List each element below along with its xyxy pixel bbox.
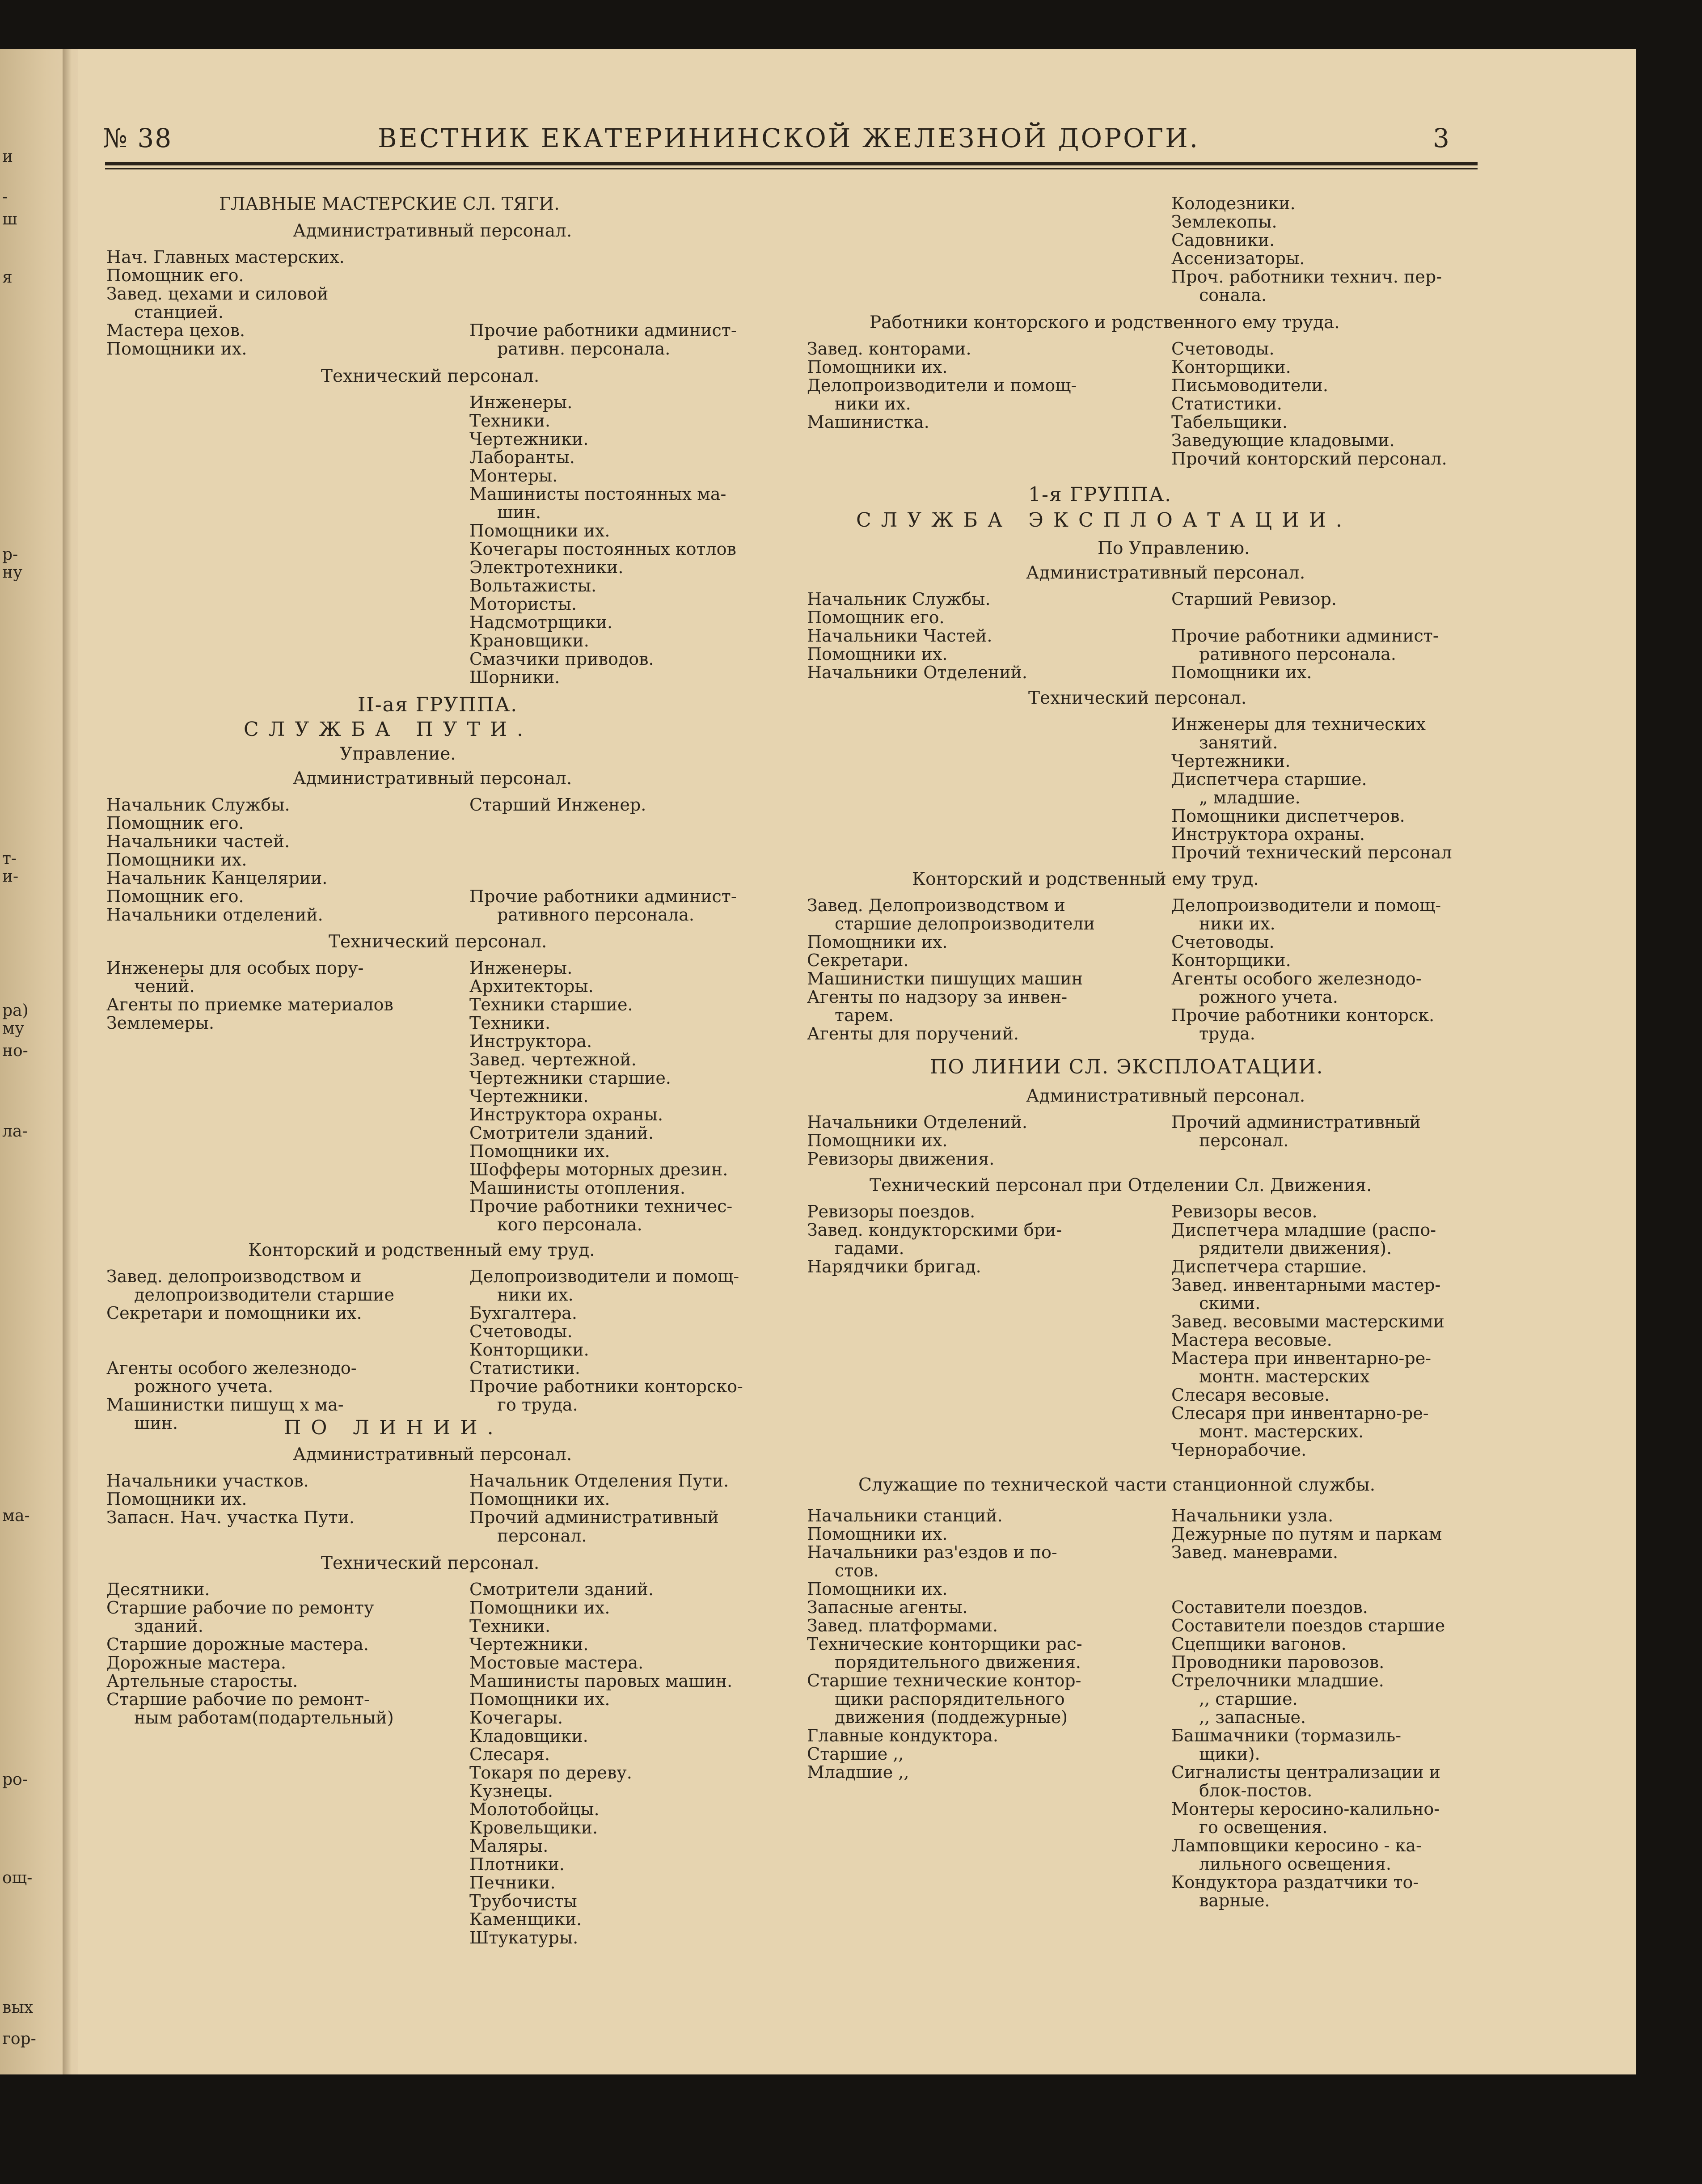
gutter-fragment: му — [2, 1019, 25, 1038]
text-line: рядители движения). — [1199, 1238, 1392, 1258]
text-line: Крановщики. — [469, 631, 589, 651]
text-line: Начальники участков. — [106, 1471, 309, 1491]
text-line: Маляры. — [469, 1836, 549, 1856]
section-heading: Технический персонал. — [321, 1553, 540, 1573]
text-line: Помощники их. — [807, 1579, 948, 1599]
text-line: Табельщики. — [1171, 412, 1288, 432]
gutter-fragment: - — [2, 188, 8, 206]
text-line: Прочие работники админист- — [469, 887, 737, 906]
text-line: Нарядчики бригад. — [807, 1257, 981, 1276]
text-line: Плотники. — [469, 1854, 565, 1874]
text-line: Чертежники. — [1171, 751, 1291, 771]
text-line: зданий. — [134, 1616, 203, 1636]
text-line: Машинистки пишущих машин — [807, 969, 1083, 989]
text-line: Составители поездов. — [1171, 1597, 1368, 1617]
text-line: Старшие дорожные мастера. — [106, 1635, 369, 1654]
text-line: Помощники их. — [807, 1131, 948, 1150]
text-line: Помощники их. — [469, 1690, 610, 1709]
section-heading: Технический персонал. — [329, 932, 547, 952]
text-line: Печники. — [469, 1873, 556, 1893]
text-line: Башмачники (тормазиль- — [1171, 1726, 1402, 1745]
text-line: Машинисты постоянных ма- — [469, 484, 726, 504]
text-line: Машинисты отопления. — [469, 1178, 685, 1198]
text-line: Начальники станций. — [807, 1506, 1003, 1525]
text-line: Агенты по приемке материалов — [106, 995, 393, 1014]
section-heading: Технический персонал. — [1028, 688, 1247, 708]
section-heading: Административный персонал. — [293, 221, 572, 241]
text-line: Мастера при инвентарно-ре- — [1171, 1348, 1432, 1368]
text-line: Ассенизаторы. — [1171, 249, 1305, 268]
text-line: Завед. платформами. — [807, 1616, 998, 1635]
section-heading: Управление. — [340, 744, 456, 764]
text-line: персонал. — [1199, 1131, 1289, 1150]
text-line: Секретари и помощники их. — [106, 1303, 362, 1323]
section-heading: СЛУЖБА ЭКСПЛОАТАЦИИ. — [856, 509, 1352, 532]
text-line: Старшие ,, — [807, 1744, 904, 1764]
gutter-fragment: и — [2, 148, 13, 166]
section-heading: СЛУЖБА ПУТИ. — [244, 718, 533, 741]
text-line: Счетоводы. — [469, 1322, 573, 1341]
text-line: Начальники Отделений. — [807, 663, 1027, 682]
text-line: Смазчики приводов. — [469, 649, 654, 669]
text-line: скими. — [1199, 1293, 1261, 1313]
gutter-fragment: ну — [2, 563, 23, 582]
section-heading: Конторский и родственный ему труд. — [248, 1240, 595, 1260]
text-line: Прочий технический персонал — [1171, 843, 1452, 862]
text-line: Машинистка. — [807, 412, 929, 432]
text-line: труда. — [1199, 1024, 1255, 1043]
text-line: ,, запасные. — [1199, 1707, 1306, 1727]
text-line: Запасн. Нач. участка Пути. — [106, 1508, 355, 1527]
text-line: Начальники раз'ездов и по- — [807, 1542, 1057, 1562]
text-line: Сцепщики вагонов. — [1171, 1634, 1347, 1654]
text-line: сонала. — [1199, 285, 1267, 305]
text-line: Прочие работники админист- — [1171, 626, 1439, 646]
text-line: „ младшие. — [1199, 788, 1301, 807]
text-line: стов. — [835, 1561, 879, 1580]
text-line: Помощники их. — [469, 521, 610, 541]
text-line: лильного освещения. — [1199, 1854, 1391, 1874]
text-line: Начальник Службы. — [807, 589, 991, 609]
text-line: Чертежники. — [469, 1635, 589, 1654]
text-line: Лаборанты. — [469, 448, 575, 467]
text-line: Помощник его. — [106, 266, 244, 285]
text-line: Старший Ревизор. — [1171, 589, 1337, 609]
text-line: Старшие рабочие по ремонт- — [106, 1690, 370, 1709]
text-line: Помощники их. — [469, 1598, 610, 1618]
text-line: Ревизоры движения. — [807, 1149, 995, 1169]
text-line: старшие делопроизводители — [835, 914, 1095, 934]
gutter-fragment: ра) — [2, 1001, 29, 1020]
text-line: Землекопы. — [1171, 212, 1277, 232]
text-line: Слесаря. — [469, 1745, 550, 1764]
text-line: Ревизоры поездов. — [807, 1202, 976, 1221]
text-line: Десятники. — [106, 1580, 210, 1599]
text-line: Старший Инженер. — [469, 795, 646, 815]
text-line: Электротехники. — [469, 558, 624, 577]
text-line: Инструктора охраны. — [469, 1105, 663, 1124]
text-line: Инженеры. — [469, 393, 573, 412]
text-line: Счетоводы. — [1171, 339, 1275, 359]
text-line: Инженеры для особых пору- — [106, 958, 364, 978]
text-line: Счетоводы. — [1171, 932, 1275, 952]
text-line: го труда. — [497, 1395, 578, 1415]
text-line: Младшие ,, — [807, 1762, 909, 1782]
text-line: Штукатуры. — [469, 1928, 579, 1947]
text-line: рожного учета. — [134, 1377, 273, 1396]
text-line: Помощники их. — [807, 932, 948, 952]
text-line: Помощники их. — [1171, 663, 1312, 682]
text-line: Начальники отделений. — [106, 905, 323, 925]
header-rule-thin — [105, 168, 1478, 169]
text-line: ративн. персонала. — [497, 339, 671, 359]
text-line: Составители поездов старшие — [1171, 1616, 1445, 1635]
text-line: Письмоводители. — [1171, 376, 1328, 395]
text-line: Слесаря при инвентарно-ре- — [1171, 1403, 1429, 1423]
text-line: Токаря по дереву. — [469, 1763, 632, 1783]
text-line: Прочие работники техничес- — [469, 1196, 733, 1216]
text-line: Завед. Делопроизводством и — [807, 896, 1065, 915]
text-line: Агенты по надзору за инвен- — [807, 987, 1068, 1007]
text-line: Шофферы моторных дрезин. — [469, 1160, 728, 1179]
text-line: Диспетчера младшие (распо- — [1171, 1220, 1436, 1240]
text-line: Конторщики. — [469, 1340, 589, 1360]
text-line: Чертежники. — [469, 1086, 589, 1106]
page-number: 3 — [1433, 123, 1450, 153]
text-line: Запасные агенты. — [807, 1597, 968, 1617]
text-line: Прочие работники конторско- — [469, 1377, 743, 1396]
text-line: Статистики. — [1171, 394, 1282, 414]
gutter-fragment: гор- — [2, 2030, 36, 2048]
text-line: Инструктора охраны. — [1171, 824, 1365, 844]
text-line: рожного учета. — [1199, 987, 1338, 1007]
section-heading: ПО ЛИНИИ. — [284, 1416, 503, 1439]
gutter-fragment: т- — [2, 849, 17, 868]
text-line: Садовники. — [1171, 230, 1275, 250]
text-line: Бухгалтера. — [469, 1303, 577, 1323]
text-line: Техники. — [469, 1616, 551, 1636]
text-line: Инженеры. — [469, 958, 573, 978]
text-line: Ревизоры весов. — [1171, 1202, 1318, 1221]
text-line: Прочий конторский персонал. — [1171, 449, 1447, 469]
text-line: Помощники их. — [807, 1524, 948, 1544]
text-line: Помощник его. — [106, 813, 244, 833]
text-line: Помощники их. — [469, 1489, 610, 1509]
text-line: Прочий административный — [469, 1508, 719, 1527]
text-line: Проч. работники технич. пер- — [1171, 267, 1442, 287]
section-heading: Технический персонал. — [321, 366, 540, 386]
text-line: Колодезники. — [1171, 194, 1296, 213]
section-heading: По Управлению. — [1098, 538, 1250, 558]
text-line: Помощник его. — [106, 887, 244, 906]
text-line: Помощники их. — [106, 850, 247, 870]
gutter-fragment: р- — [2, 545, 18, 564]
section-heading: 1-я ГРУППА. — [1028, 483, 1172, 506]
gutter-fragment: ла- — [2, 1122, 28, 1141]
text-line: ным работам(подартельный) — [134, 1708, 394, 1728]
section-heading: Работники конторского и родственного ему труда. — [870, 313, 1340, 333]
text-line: Прочий административный — [1171, 1112, 1421, 1132]
header-rule — [105, 162, 1478, 165]
text-line: Трубочисты — [469, 1891, 577, 1911]
text-line: Кондуктора раздатчики то- — [1171, 1872, 1419, 1892]
text-line: кого персонала. — [497, 1215, 642, 1234]
section-heading: II-ая ГРУППА. — [358, 693, 518, 716]
text-line: Надсмотрщики. — [469, 613, 613, 632]
text-line: Кочегары постоянных котлов — [469, 539, 736, 559]
text-line: Помощник его. — [807, 608, 945, 627]
gutter-fragment: вых — [2, 1998, 34, 2017]
text-line: Диспетчера старшие. — [1171, 1257, 1367, 1276]
text-line: Главные кондуктора. — [807, 1726, 998, 1745]
text-line: щики). — [1199, 1744, 1260, 1764]
text-line: Завед. делопроизводством и — [106, 1267, 362, 1286]
text-line: делопроизводители старшие — [134, 1285, 394, 1305]
section-heading: Служащие по технической части станционной службы. — [858, 1475, 1376, 1495]
section-heading: ПО ЛИНИИ СЛ. ЭКСПЛОАТАЦИИ. — [930, 1056, 1324, 1078]
text-line: Помощники их. — [106, 339, 247, 359]
text-line: ники их. — [1199, 914, 1275, 934]
text-line: Техники старшие. — [469, 995, 633, 1014]
text-line: ники их. — [835, 394, 911, 414]
text-line: Сигналисты централизации и — [1171, 1762, 1440, 1782]
section-heading: Административный персонал. — [1026, 1086, 1305, 1106]
section-heading: Административный персонал. — [1026, 563, 1305, 583]
text-line: Машинистки пишущ х ма- — [106, 1395, 344, 1415]
text-line: Конторщики. — [1171, 950, 1291, 970]
text-line: Кочегары. — [469, 1708, 563, 1728]
text-line: Начальники частей. — [106, 832, 290, 851]
text-line: Технические конторщики рас- — [807, 1634, 1082, 1654]
text-line: Заведующие кладовыми. — [1171, 431, 1395, 450]
text-line: Землемеры. — [106, 1013, 215, 1033]
binding-shadow — [63, 49, 72, 2074]
text-line: персонал. — [497, 1526, 587, 1546]
text-line: Дорожные мастера. — [106, 1653, 287, 1673]
text-line: Помощники их. — [807, 357, 948, 377]
text-line: занятий. — [1199, 733, 1278, 752]
issue-number: № 38 — [103, 123, 173, 153]
text-line: Мастера цехов. — [106, 321, 245, 340]
text-line: тарем. — [835, 1005, 894, 1025]
section-heading: ГЛАВНЫЕ МАСТЕРСКИЕ СЛ. ТЯГИ. — [219, 194, 560, 214]
section-heading: Административный персонал. — [293, 1445, 572, 1465]
text-line: Завед. кондукторскими бри- — [807, 1220, 1062, 1240]
text-line: Машинисты паровых машин. — [469, 1671, 733, 1691]
text-line: Инженеры для технических — [1171, 714, 1426, 734]
text-line: Завед. инвентарными мастер- — [1171, 1275, 1441, 1295]
text-line: Прочие работники админист- — [469, 321, 737, 340]
text-line: Мотористы. — [469, 594, 577, 614]
gutter-fragment: ма- — [2, 1507, 30, 1525]
text-line: ративного персонала. — [1199, 644, 1396, 664]
newspaper-page — [0, 49, 1636, 2074]
text-line: Чертежники старшие. — [469, 1068, 671, 1088]
text-line: Мастера весовые. — [1171, 1330, 1332, 1350]
text-line: Стрелочники младшие. — [1171, 1671, 1384, 1690]
text-line: ративного персонала. — [497, 905, 694, 925]
text-line: Завед. чертежной. — [469, 1050, 637, 1069]
text-line: шин. — [497, 503, 541, 522]
text-line: Агенты для поручений. — [807, 1024, 1019, 1043]
text-line: Делопроизводители и помощ- — [807, 376, 1077, 395]
text-line: Кровельщики. — [469, 1818, 598, 1838]
text-line: чений. — [134, 976, 195, 996]
text-line: Техники. — [469, 411, 551, 431]
text-line: Завед. конторами. — [807, 339, 971, 359]
text-line: Артельные старосты. — [106, 1671, 298, 1691]
gutter-fragment: ш — [2, 210, 17, 228]
text-line: Начальники Отделений. — [807, 1112, 1027, 1132]
text-line: Кузнецы. — [469, 1781, 553, 1801]
text-line: порядительного движения. — [835, 1652, 1081, 1672]
text-line: Помощники их. — [469, 1141, 610, 1161]
text-line: Начальники узла. — [1171, 1506, 1334, 1525]
text-line: Диспетчера старшие. — [1171, 769, 1367, 789]
text-line: Начальник Службы. — [106, 795, 290, 815]
text-line: Слесаря весовые. — [1171, 1385, 1330, 1405]
text-line: Вольтажисты. — [469, 576, 597, 596]
text-line: Монтеры керосино-калильно- — [1171, 1799, 1440, 1819]
text-line: Дежурные по путям и паркам — [1171, 1524, 1442, 1544]
gutter-fragment: и- — [2, 867, 19, 886]
text-line: Каменщики. — [469, 1909, 582, 1929]
text-line: варные. — [1199, 1891, 1270, 1910]
text-line: Инструктора. — [469, 1031, 592, 1051]
text-line: Смотрители зданий. — [469, 1580, 654, 1599]
text-line: щики распорядительного — [835, 1689, 1065, 1709]
text-line: Прочие работники конторск. — [1171, 1005, 1435, 1025]
text-line: Нач. Главных мастерских. — [106, 247, 345, 267]
text-line: Конторщики. — [1171, 357, 1291, 377]
text-line: Помощники их. — [106, 1489, 247, 1509]
text-line: блок-постов. — [1199, 1781, 1313, 1800]
text-line: Помощники их. — [807, 644, 948, 664]
text-line: шин. — [134, 1413, 178, 1433]
text-line: Молотобойцы. — [469, 1800, 600, 1819]
text-line: Агенты особого железнодо- — [106, 1358, 357, 1378]
text-line: Завед. цехами и силовой — [106, 284, 329, 304]
text-line: Шорники. — [469, 667, 560, 687]
section-heading: Конторский и родственный ему труд. — [912, 869, 1259, 889]
text-line: Завед. весовыми мастерскими — [1171, 1312, 1444, 1331]
text-line: станцией. — [134, 302, 224, 322]
gutter-fragment: но- — [2, 1042, 28, 1060]
text-line: Статистики. — [469, 1358, 580, 1378]
text-line: Делопроизводители и помощ- — [1171, 896, 1441, 915]
text-line: Старшие технические контор- — [807, 1671, 1081, 1690]
gutter-fragment: ро- — [2, 1770, 28, 1789]
facing-page-fragments — [0, 112, 63, 2048]
gutter-fragment: я — [2, 268, 13, 287]
text-line: движения (поддежурные) — [835, 1707, 1068, 1727]
section-heading: Технический персонал при Отделении Сл. Движения. — [870, 1175, 1372, 1195]
text-line: ,, старшие. — [1199, 1689, 1298, 1709]
text-line: гадами. — [835, 1238, 904, 1258]
text-line: Чернорабочие. — [1171, 1440, 1307, 1460]
text-line: Начальники Частей. — [807, 626, 992, 646]
text-line: Завед. маневрами. — [1171, 1542, 1339, 1562]
text-line: Делопроизводители и помощ- — [469, 1267, 739, 1286]
text-line: Секретари. — [807, 950, 909, 970]
text-line: Начальник Отделения Пути. — [469, 1471, 729, 1491]
section-heading: Административный персонал. — [293, 769, 572, 789]
text-line: Начальник Канцелярии. — [106, 868, 328, 888]
text-line: Мостовые мастера. — [469, 1653, 644, 1673]
text-line: Чертежники. — [469, 429, 589, 449]
newspaper-title: ВЕСТНИК ЕКАТЕРИНИНСКОЙ ЖЕЛЕЗНОЙ ДОРОГИ. — [378, 123, 1200, 153]
text-line: монт. мастерских. — [1199, 1422, 1364, 1441]
text-line: Монтеры. — [469, 466, 558, 486]
text-line: го освещения. — [1199, 1817, 1328, 1837]
text-line: ники их. — [497, 1285, 574, 1305]
gutter-fragment: ощ- — [2, 1869, 33, 1887]
text-line: Смотрители зданий. — [469, 1123, 654, 1143]
text-line: Кладовщики. — [469, 1726, 588, 1746]
text-line: Проводники паровозов. — [1171, 1652, 1385, 1672]
text-line: монтн. мастерских — [1199, 1367, 1370, 1386]
text-line: Помощники диспетчеров. — [1171, 806, 1405, 826]
text-line: Старшие рабочие по ремонту — [106, 1598, 374, 1618]
text-line: Ламповщики керосино - ка- — [1171, 1836, 1422, 1855]
text-line: Техники. — [469, 1013, 551, 1033]
text-line: Архитекторы. — [469, 976, 594, 996]
text-line: Агенты особого железнодо- — [1171, 969, 1422, 989]
